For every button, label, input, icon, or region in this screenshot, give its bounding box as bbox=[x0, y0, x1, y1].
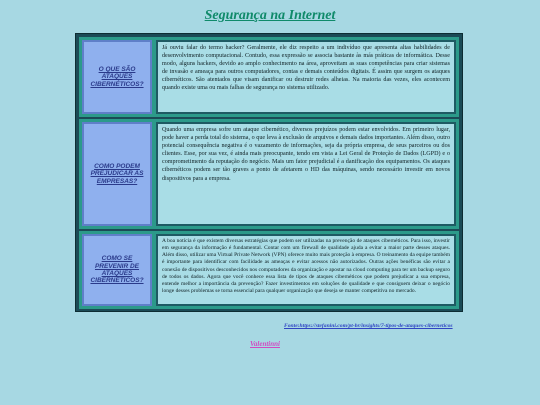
section-label-cell bbox=[82, 234, 152, 306]
table-row bbox=[79, 231, 459, 309]
section-label-cell bbox=[82, 40, 152, 114]
section-text: Quando uma empresa sofre um ataque cibernético, diversos prejuízos podem estar envolvidos. Em primeiro lugar, pode haver a perda total do sistema, o que leva à exclusão de arquivos e demais dados importantes. Além disso, outro potencial consequência negativa é o vazamento de informações, seja da própria empresa, de seus parceiros ou dos clientes. Esse, por sua vez, é ainda mais preocupante, tendo em vista a Lei Geral de Proteção de Dados (LGPD) e o comprometimento da reputação do negócio. Mais um fator prejudicial é a danificação dos equipamentos. Os ataques cibernéticos podem ser tão graves a ponto de afetarem o HD das máquinas, sendo necessário investir em novos dispositivos para a empresa. bbox=[156, 122, 456, 226]
page-title: Segurança na Internet bbox=[204, 8, 336, 23]
source-link[interactable]: Fonte:https://stefanini.com/pt-br/insights/7-tipos-de-ataques-ciberneticos bbox=[284, 323, 453, 329]
content-table bbox=[75, 33, 463, 312]
section-link-what-are-attacks[interactable]: O QUE SÃO ATAQUES CIBERNÉTICOS? bbox=[90, 65, 144, 88]
section-text: Já ouviu falar do termo hacker? Geralmente, ele diz respeito a um indivíduo que apresenta altas habilidades de desenvolvimento computacional. Contudo, essa expressão se associa bastante às más práticas de informática. Desse modo, alguns hackers, devido ao amplo conhecimento na área, aproveitam as suas competências para criar sistemas de invasão e ameaça para outros computadores, contas e demais conteúdos digitais. É assim que surgem os ataques cibernéticos. São atentados que visam danificar ou destruir redes alheias. Na maioria das vezes, eles acontecem quando existe uma ou mais falhas de segurança no sistema utilizado. bbox=[156, 40, 456, 114]
section-label-cell bbox=[82, 122, 152, 226]
table-row bbox=[79, 119, 459, 229]
table-row bbox=[79, 37, 459, 117]
section-link-harm-companies[interactable]: COMO PODEM PREJUDICAR AS EMPRESAS? bbox=[90, 162, 144, 185]
author-link[interactable]: Valentinni bbox=[250, 340, 280, 348]
section-text: A boa notícia é que existem diversas estratégias que podem ser utilizadas na prevenção de ataques cibernéticos. Para isso, investir em segurança da informação é fundamental. Contar com um firewall de qualidade ajuda a evitar a maior parte desses ataques. Além disso, utilizar uma Virtual Private Network (VPN) oferece muito mais proteção à empresa. O treinamento da equipe também é importante para identificar com facilidade as ameaças e evitar acessos não autorizados. Outras ações benéficas são evitar a conexão de dispositivos desconhecidos nos computadores da organização e apostar na cloud computing para ter um backup seguro de todos os dados. Agora que você conhece essa lista de tipos de ataques cibernéticos que podem prejudicar a sua empresa, entende melhor a importância da prevenção? Fazer investimentos em soluções de qualidade e que consiguem deixar o negócio longe desses problemas se torna essencial para qualquer organização que deseja se manter competitiva no mercado. bbox=[156, 234, 456, 306]
section-link-prevention[interactable]: COMO SE PREVENIR DE ATAQUES CIBERNÉTICOS? bbox=[90, 255, 144, 285]
